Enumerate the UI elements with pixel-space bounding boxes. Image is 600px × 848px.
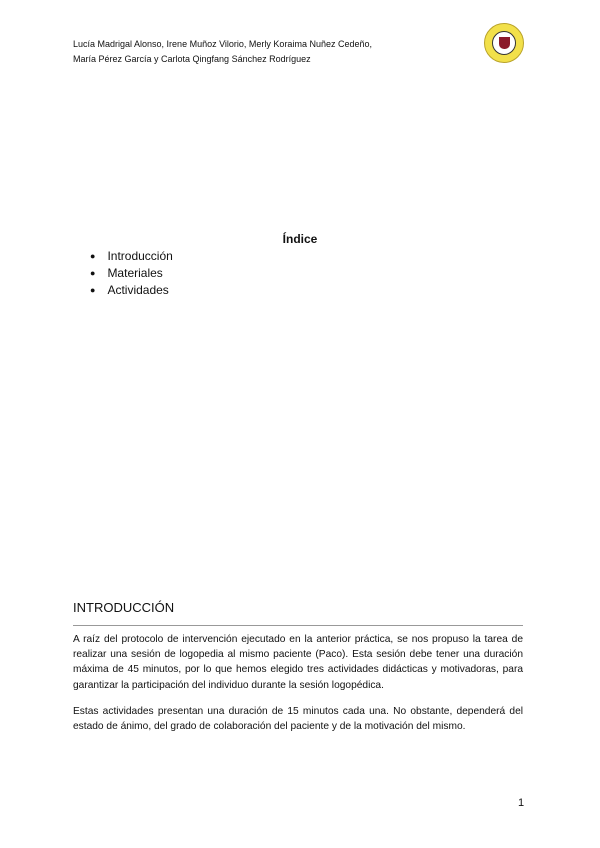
university-seal-logo [484,23,524,63]
index-item-label: Introducción [107,249,173,263]
section-heading: INTRODUCCIÓN [73,600,175,615]
index-item [90,248,173,265]
index-list [90,248,173,299]
index-title: Índice [282,232,318,246]
authors-line-2: María Pérez García y Carlota Qingfang Sánchez Rodríguez [73,54,311,64]
heading-divider [73,625,523,626]
paragraph: Estas actividades presentan una duración de 15 minutos cada una. No obstante, dependerá del estado de ánimo, del grado de colaboración del paciente y de la motivación del mismo. [73,706,523,733]
index-item-label: Materiales [107,266,163,280]
index-item [90,265,173,282]
page-number: 1 [518,797,525,809]
paragraph: A raíz del protocolo de intervención ejecutado en la anterior práctica, se nos propuso la tarea de realizar una sesión de logopedia al mismo paciente (Paco). Esta sesión debe tener una duración máxima de 45 minutos, por lo que hemos elegido tres actividades didácticas y motivadoras, para garantizar la participación del individuo durante la sesión logopédica. [73,634,523,691]
authors-line-1: Lucía Madrigal Alonso, Irene Muñoz Vilorio, Merly Koraima Nuñez Cedeño, [73,39,372,49]
page-header [73,37,372,67]
index-item-label: Actividades [107,283,169,297]
index-item [90,282,173,299]
